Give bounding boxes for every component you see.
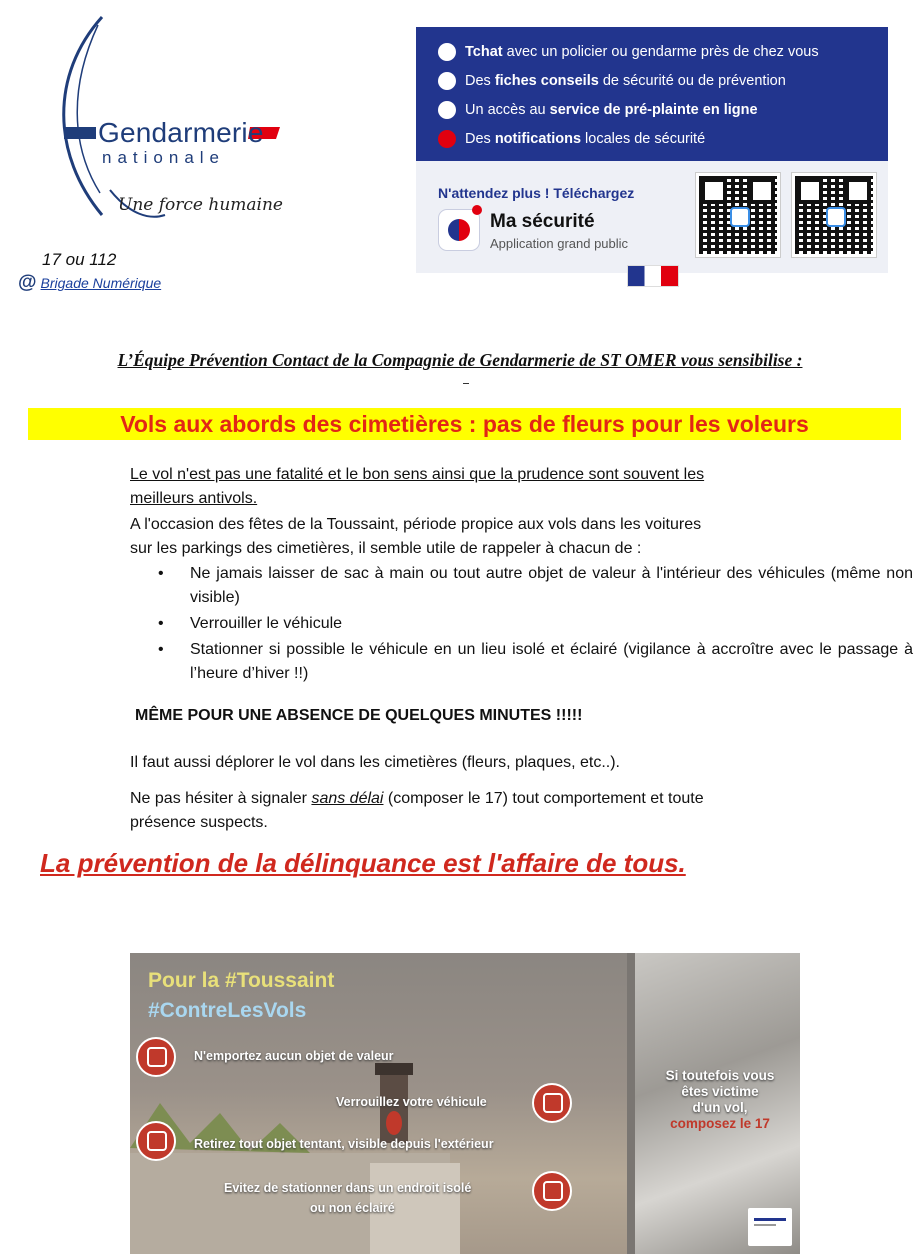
poster-tip-4b: ou non éclairé <box>310 1201 395 1215</box>
at-icon: @ <box>18 272 37 293</box>
logo-motto: Une force humaine <box>118 195 283 215</box>
car-icon <box>532 1083 572 1123</box>
app-name: Ma sécurité <box>490 211 595 232</box>
paragraph-2: Il faut aussi déplorer le vol dans les cimetières (fleurs, plaques, etc..). <box>130 754 620 771</box>
document-icon <box>438 72 456 90</box>
bag-icon <box>136 1121 176 1161</box>
qr-code-app-store[interactable] <box>792 173 876 257</box>
paragraph-1-line-1: A l'occasion des fêtes de la Toussaint, période propice aux vols dans les voitures <box>130 516 702 533</box>
qr-code-google-play[interactable] <box>696 173 780 257</box>
paragraph-3-line-1: Ne pas hésiter à signaler sans délai (composer le 17) tout comportement et toute <box>130 790 704 807</box>
app-store-icon <box>826 207 846 227</box>
banner-features <box>416 27 888 161</box>
badge-icon <box>472 205 482 215</box>
feature-chat: Tchat avec un policier ou gendarme près de chez vous <box>438 41 819 63</box>
page-title: Vols aux abords des cimetières : pas de fleurs pour les voleurs <box>28 408 901 440</box>
advice-list <box>130 562 913 688</box>
poster-cemetery-photo <box>130 953 627 1254</box>
brigade-numerique <box>18 272 161 294</box>
prevention-slogan: La prévention de la délinquance est l'affaire de tous. <box>40 848 686 878</box>
logo-word-nationale: nationale <box>102 148 226 167</box>
street-lamp-icon <box>532 1171 572 1211</box>
divider <box>463 383 469 384</box>
poster-tip-2: Verrouillez votre véhicule <box>336 1095 487 1109</box>
banner-download <box>416 161 888 273</box>
emergency-numbers: 17 ou 112 <box>42 250 117 269</box>
paragraph-3-line-2: présence suspects. <box>130 814 268 831</box>
lead-line-2: meilleurs antivols. <box>130 490 258 507</box>
poster-tip-4a: Evitez de stationner dans un endroit isolé <box>224 1181 472 1195</box>
republique-francaise-flag-icon <box>627 265 679 287</box>
notification-icon <box>438 130 456 148</box>
list-item: • Stationner si possible le véhicule en un lieu isolé et éclairé (vigilance à accroître avec le passage à l’heure d’hiver !!) <box>130 638 913 686</box>
logo-word-gendarmerie: Gendarmerie <box>98 117 264 148</box>
gendarmerie-mini-logo-icon <box>748 1208 792 1246</box>
brigade-numerique-link[interactable]: Brigade Numérique <box>40 275 162 291</box>
download-prompt: N'attendez plus ! Téléchargez <box>438 185 635 201</box>
emphasis: sans délai <box>311 790 384 807</box>
poster-victim-message: Si toutefois vous êtes victime d'un vol, composez le 17 <box>665 1068 775 1131</box>
feature-notifications: Des notifications locales de sécurité <box>438 128 705 150</box>
play-store-icon <box>730 207 750 227</box>
poster-heading-hashtag: #ContreLesVols <box>148 999 307 1022</box>
id-card-icon <box>438 101 456 119</box>
warning-text: MÊME POUR UNE ABSENCE DE QUELQUES MINUTES !!!!! <box>135 707 583 724</box>
app-icon[interactable] <box>438 209 480 251</box>
lead-line-1: Le vol n'est pas une fatalité et le bon sens ainsi que la prudence sont souvent les <box>130 466 705 483</box>
feature-pre-complaint: Un accès au service de pré-plainte en ligne <box>438 99 758 121</box>
list-item: • Ne jamais laisser de sac à main ou tout autre objet de valeur à l'intérieur des véhicules (même non visible) <box>130 562 913 610</box>
valuables-icon <box>136 1037 176 1077</box>
toussaint-poster <box>130 953 800 1254</box>
intro-heading: L’Équipe Prévention Contact de la Compagnie de Gendarmerie de ST OMER vous sensibilise : <box>117 350 803 370</box>
poster-tip-3: Retirez tout objet tentant, visible depuis l'extérieur <box>194 1137 494 1151</box>
feature-advice-sheets: Des fiches conseils de sécurité ou de prévention <box>438 70 786 92</box>
chat-icon <box>438 43 456 61</box>
app-banner <box>416 27 888 273</box>
poster-tip-1: N'emportez aucun objet de valeur <box>194 1049 394 1063</box>
paragraph-1-line-2: sur les parkings des cimetières, il semble utile de rappeler à chacun de : <box>130 540 642 557</box>
gendarmerie-logo <box>40 15 300 230</box>
app-subtitle: Application grand public <box>490 236 629 251</box>
poster-heading-toussaint: Pour la #Toussaint <box>148 969 335 992</box>
list-item: • Verrouiller le véhicule <box>130 612 913 636</box>
